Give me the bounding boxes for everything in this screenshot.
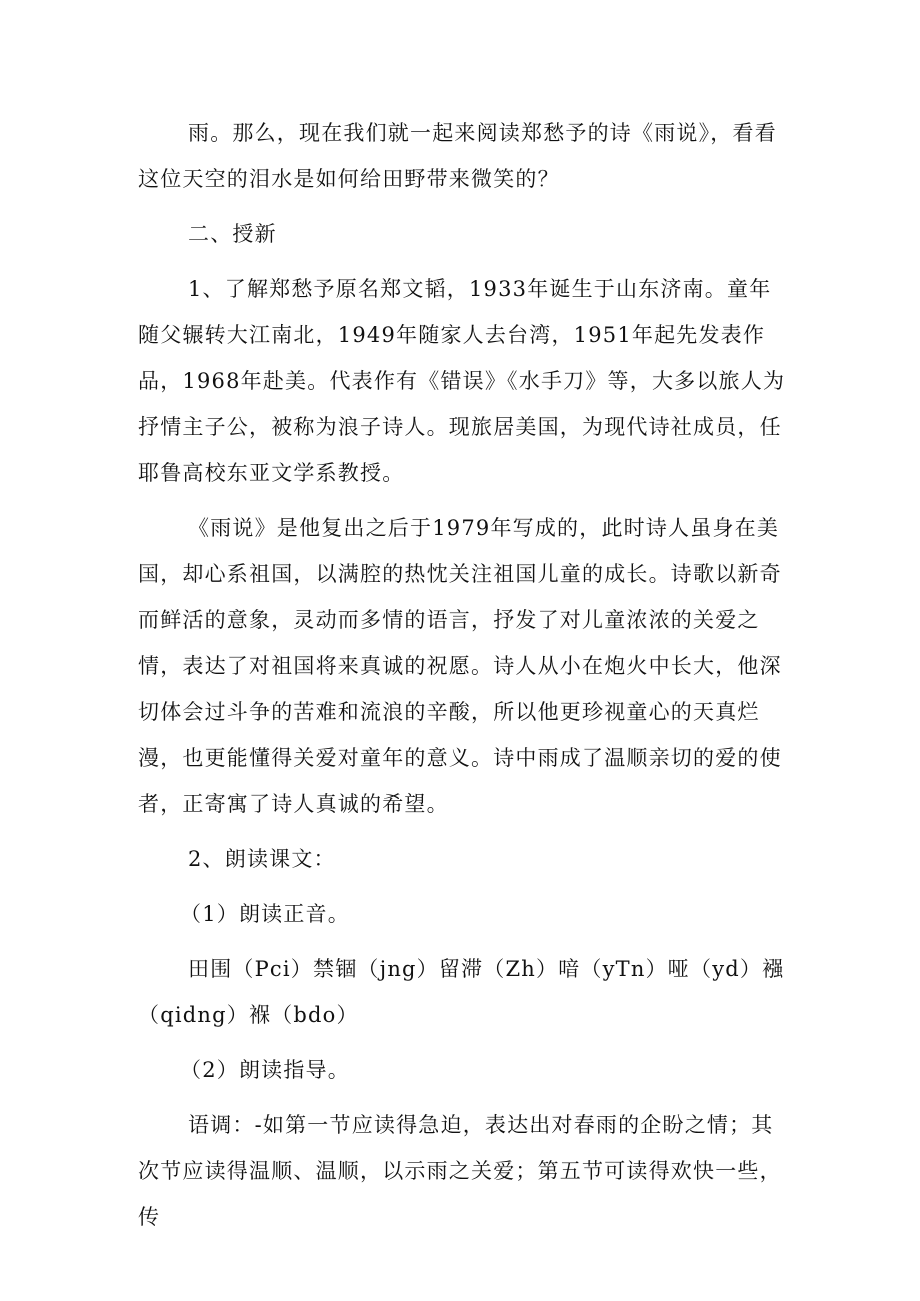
subheading-pronunciation: （1）朗读正音。 <box>180 902 350 926</box>
paragraph-intonation-guide: 语调：-如第一节应读得急迫，表达出对春雨的企盼之情；其次节应读得温顺、温顺，以示雨之关爱；第五节可读得欢快一些，传 <box>138 1113 782 1229</box>
section-heading-new-lesson: 二、授新 <box>188 222 277 246</box>
paragraph-poem-background: 《雨说》是他复出之后于1979年写成的，此时诗人虽身在美国，却心系祖国，以满腔的热忱关注祖国儿童的成长。诗歌以新奇而鲜活的意象，灵动而多情的语言，抒发了对儿童浓浓的关爱之情，表达了对祖国将来真诚的祝愿。诗人从小在炮火中长大，他深切体会过斗争的苦难和流浪的辛酸，所以他更珍视童心的天真烂漫，也更能懂得关爱对童年的意义。诗中雨成了温顺亲切的爱的使者，正寄寓了诗人真诚的希望。 <box>138 516 782 816</box>
paragraph-intro-continuation: 雨。那么，现在我们就一起来阅读郑愁予的诗《雨说》，看看这位天空的泪水是如何给田野带来微笑的？ <box>138 121 777 191</box>
subheading-reading-guide: （2）朗读指导。 <box>180 1058 350 1082</box>
document-body <box>138 110 786 1249</box>
subheading-read-text: 2、朗读课文： <box>188 847 336 871</box>
paragraph-author-background: 1、了解郑愁予原名郑文韬，1933年诞生于山东济南。童年随父辗转大江南北，1949年随家人去台湾，1951年起先发表作品，1968年赴美。代表作有《错误》《水手刀》等，大多以旅人为抒情主子公，被称为浪子诗人。现旅居美国，为现代诗社成员，任耶鲁高校东亚文学系教授。 <box>138 277 786 485</box>
paragraph-pronunciation-list: 田围（Pci）禁锢（jng）留滞（Zh）喑（yTn）哑（yd）襁（qidng）褓（bdo） <box>138 957 785 1027</box>
